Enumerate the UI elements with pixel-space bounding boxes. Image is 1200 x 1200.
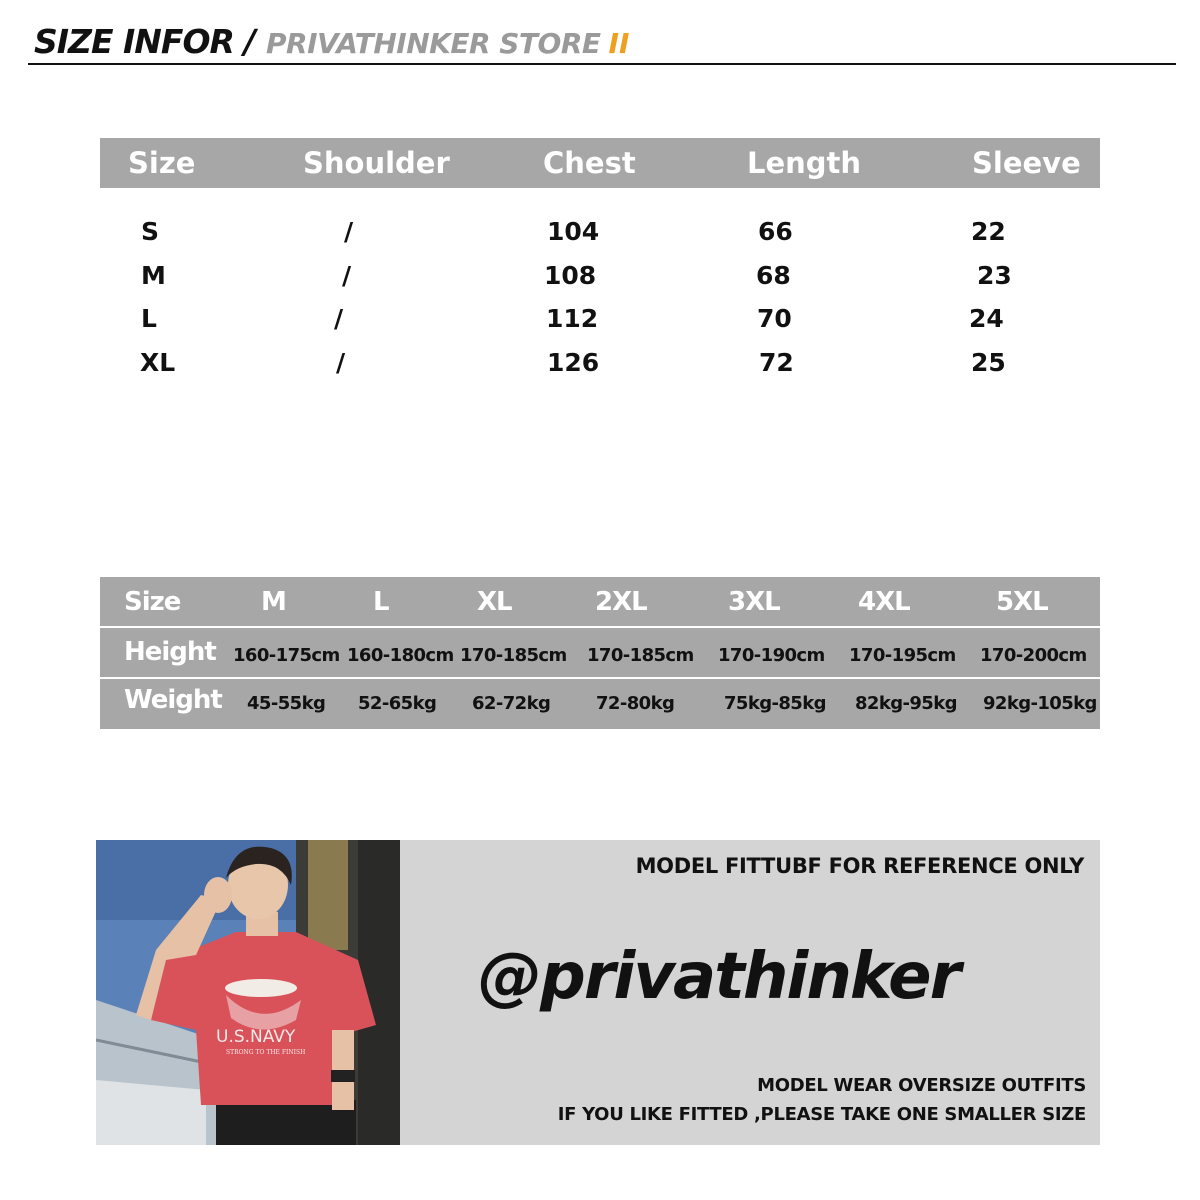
cell-sleeve: 23 <box>977 261 1012 290</box>
store-mark: II <box>608 27 630 60</box>
cell-sleeve: 25 <box>971 348 1006 377</box>
cell-chest: 112 <box>546 304 599 333</box>
fit-size-header: L <box>373 587 389 617</box>
cell-size: L <box>141 304 157 333</box>
weight-value: 92kg-105kg <box>983 693 1097 714</box>
fit-size-header: XL <box>477 587 512 617</box>
cell-length: 66 <box>758 217 793 246</box>
shirt-subprint-text: STRONG TO THE FINISH <box>226 1049 306 1056</box>
cell-shoulder: / <box>334 304 344 333</box>
fit-size-header: 5XL <box>996 587 1048 617</box>
height-value: 170-195cm <box>849 645 956 666</box>
weight-value: 52-65kg <box>358 693 437 714</box>
weight-label: Weight <box>124 685 222 715</box>
height-value: 170-190cm <box>718 645 825 666</box>
col-sleeve: Sleeve <box>972 146 1081 180</box>
col-length: Length <box>747 146 862 180</box>
cell-size: XL <box>140 348 176 377</box>
cell-length: 70 <box>757 304 792 333</box>
reference-note: MODEL FITTUBF FOR REFERENCE ONLY <box>635 854 1084 878</box>
fit-size-header: M <box>261 587 286 617</box>
fit-size-label: Size <box>124 587 181 617</box>
fit-size-header: 3XL <box>728 587 780 617</box>
cell-chest: 126 <box>547 348 600 377</box>
height-value: 160-175cm <box>233 645 340 666</box>
cell-length: 68 <box>756 261 791 290</box>
weight-value: 82kg-95kg <box>855 693 957 714</box>
cell-shoulder: / <box>342 261 352 290</box>
col-size: Size <box>128 146 196 180</box>
size-table-header <box>100 138 1100 188</box>
cell-sleeve: 22 <box>971 217 1006 246</box>
height-value: 160-180cm <box>347 645 454 666</box>
weight-value: 75kg-85kg <box>724 693 826 714</box>
brand-handle: @privathinker <box>478 940 960 1014</box>
sizing-advice-note: IF YOU LIKE FITTED ,PLEASE TAKE ONE SMALLER SIZE <box>557 1104 1086 1125</box>
cell-shoulder: / <box>336 348 346 377</box>
height-value: 170-200cm <box>980 645 1087 666</box>
height-label: Height <box>124 637 216 667</box>
row-divider <box>100 677 1100 679</box>
cell-size: S <box>141 217 160 246</box>
model-photo <box>96 840 400 1145</box>
col-shoulder: Shoulder <box>303 146 450 180</box>
col-chest: Chest <box>543 146 636 180</box>
weight-value: 62-72kg <box>472 693 551 714</box>
page-title: SIZE INFOR <box>34 22 234 61</box>
cell-size: M <box>141 261 166 290</box>
fit-table <box>100 577 1100 729</box>
cell-length: 72 <box>759 348 794 377</box>
page-header <box>34 22 629 64</box>
oversize-note: MODEL WEAR OVERSIZE OUTFITS <box>757 1075 1086 1096</box>
store-name: PRIVATHINKER STORE <box>265 27 601 60</box>
cell-chest: 104 <box>547 217 600 246</box>
height-value: 170-185cm <box>587 645 694 666</box>
header-divider <box>28 63 1176 65</box>
row-divider <box>100 626 1100 628</box>
title-separator: / <box>243 22 256 61</box>
weight-value: 45-55kg <box>247 693 326 714</box>
cell-shoulder: / <box>344 217 354 246</box>
model-panel <box>96 840 1100 1145</box>
fit-size-header: 4XL <box>858 587 910 617</box>
cell-sleeve: 24 <box>969 304 1004 333</box>
fit-size-header: 2XL <box>595 587 647 617</box>
height-value: 170-185cm <box>460 645 567 666</box>
shirt-print-text: U.S.NAVY <box>216 1027 296 1047</box>
cell-chest: 108 <box>544 261 597 290</box>
weight-value: 72-80kg <box>596 693 675 714</box>
